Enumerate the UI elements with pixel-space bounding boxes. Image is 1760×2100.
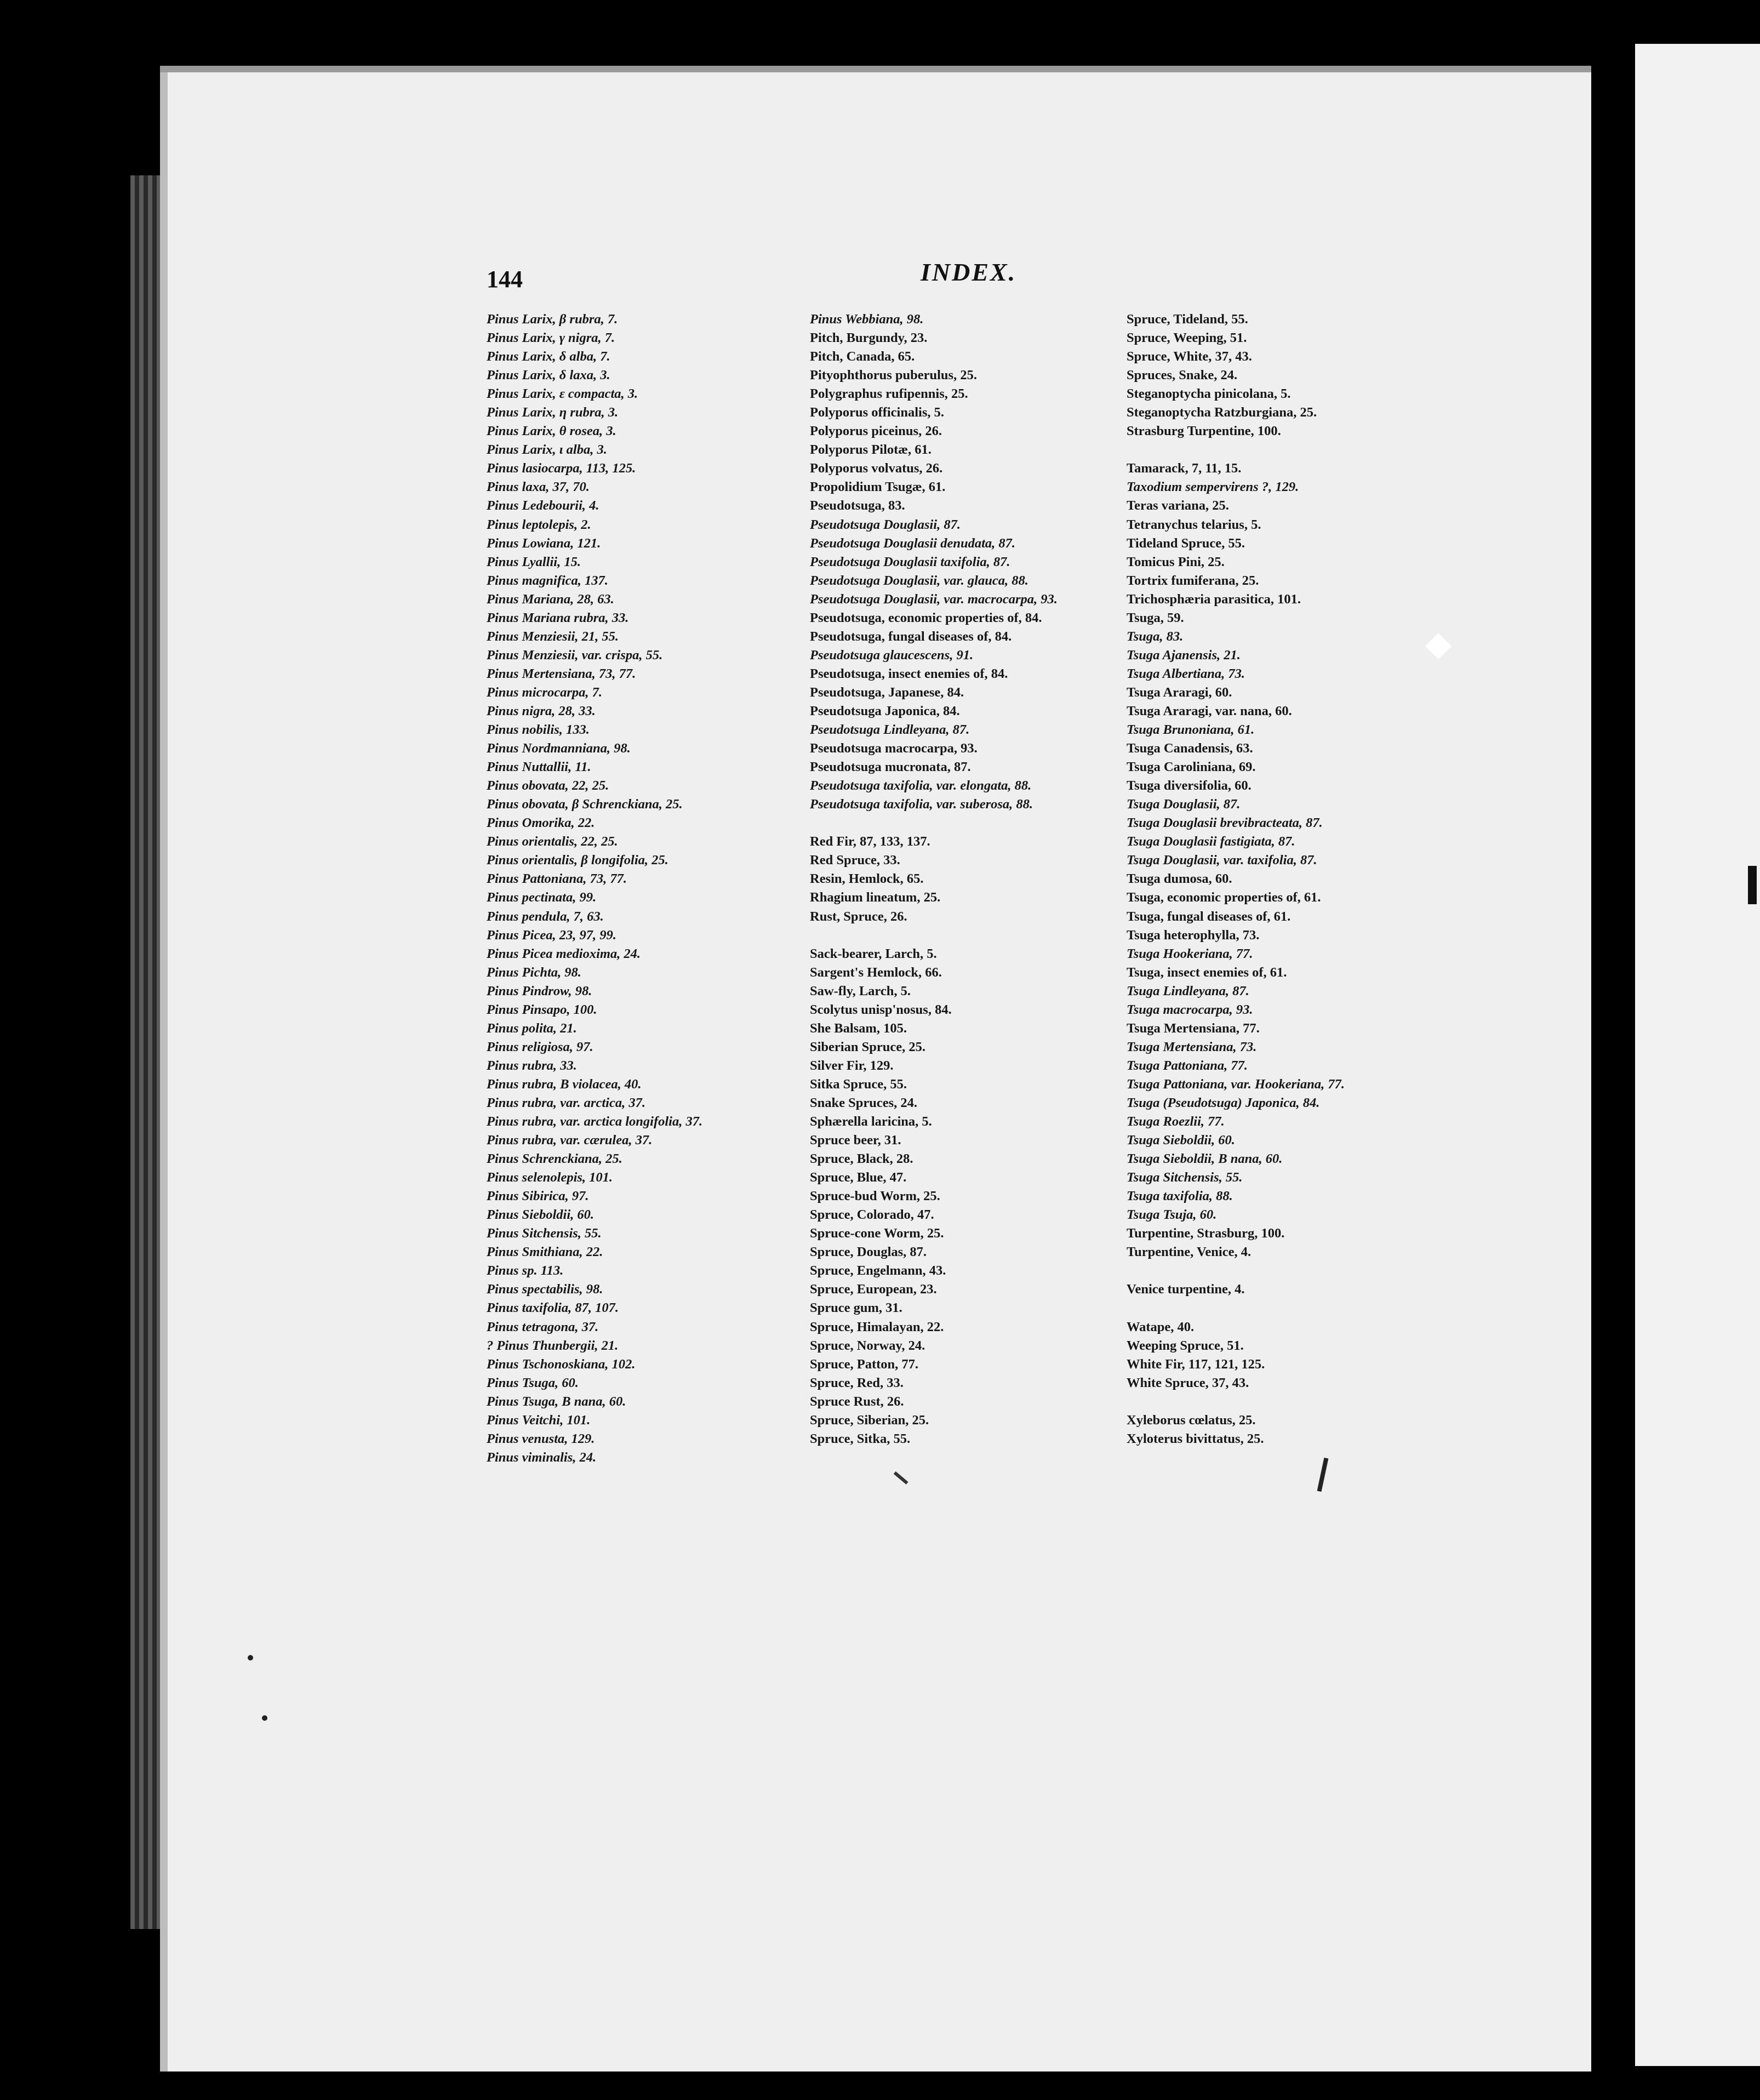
index-entry: Pinus sp. 113. <box>487 1263 564 1279</box>
index-entry: Pinus obovata, β Schrenckiana, 25. <box>487 797 683 812</box>
index-entry: Spruce gum, 31. <box>810 1300 902 1316</box>
index-entry: Pinus Omorika, 22. <box>487 815 595 831</box>
index-entry: Tsuga heterophylla, 73. <box>1127 927 1260 943</box>
index-entry: Pinus Tschonoskiana, 102. <box>487 1356 636 1372</box>
index-entry: Pinus Sibirica, 97. <box>487 1189 589 1204</box>
index-entry: Spruce, European, 23. <box>810 1282 937 1297</box>
index-entry: Tsuga, 59. <box>1127 610 1184 625</box>
index-entry: Spruce, Norway, 24. <box>810 1338 925 1353</box>
index-entry: Tsuga Pattoniana, var. Hookeriana, 77. <box>1127 1076 1345 1092</box>
index-entry: Pseudotsuga glaucescens, 91. <box>810 647 974 663</box>
index-entry: Pinus laxa, 37, 70. <box>487 480 590 495</box>
index-entry: Tsuga Brunoniana, 61. <box>1127 722 1255 738</box>
index-entry: Pseudotsuga macrocarpa, 93. <box>810 741 978 756</box>
index-entry: Pinus microcarpa, 7. <box>487 684 602 700</box>
index-entry: Tomicus Pini, 25. <box>1127 554 1225 569</box>
index-entry: Pinus religiosa, 97. <box>487 1039 593 1054</box>
index-entry: Pinus Smithiana, 22. <box>487 1245 603 1260</box>
index-entry: Snake Spruces, 24. <box>810 1095 918 1110</box>
index-entry: Pinus Mertensiana, 73, 77. <box>487 666 636 681</box>
index-entry: Pseudotsuga Douglasii taxifolia, 87. <box>810 554 1010 569</box>
index-entry: Pinus Sieboldii, 60. <box>487 1207 595 1223</box>
index-entry: Polygraphus rufipennis, 25. <box>810 386 968 402</box>
index-entry: Tsuga Sieboldii, B nana, 60. <box>1127 1151 1283 1167</box>
index-entry: Spruce, Blue, 47. <box>810 1170 907 1185</box>
index-entry: Pinus Larix, ε compacta, 3. <box>487 386 638 402</box>
index-entry: White Spruce, 37, 43. <box>1127 1375 1249 1390</box>
index-entry: Pinus obovata, 22, 25. <box>487 778 609 794</box>
index-entry: Xyloterus bivittatus, 25. <box>1127 1431 1264 1446</box>
index-entry: Pinus Larix, θ rosea, 3. <box>487 424 616 439</box>
index-entry: Pinus Pinsapo, 100. <box>487 1002 597 1017</box>
index-entry: Tsuga Mertensiana, 73. <box>1127 1039 1257 1054</box>
index-entry: Pinus Pattoniana, 73, 77. <box>487 871 627 887</box>
index-entry: Strasburg Turpentine, 100. <box>1127 424 1281 439</box>
index-entry: Watape, 40. <box>1127 1319 1195 1334</box>
index-entry: Pinus viminalis, 24. <box>487 1450 597 1465</box>
index-entry: Pinus tetragona, 37. <box>487 1319 599 1334</box>
index-entry: Pinus rubra, var. arctica, 37. <box>487 1095 645 1110</box>
index-entry: Tsuga Douglasii, var. taxifolia, 87. <box>1127 853 1317 868</box>
index-entry: Tsuga Sieboldii, 60. <box>1127 1133 1235 1148</box>
index-entry: Pinus orientalis, β longifolia, 25. <box>487 853 668 868</box>
index-entry: Pityophthorus puberulus, 25. <box>810 368 977 383</box>
index-entry: Polyporus piceinus, 26. <box>810 424 942 439</box>
index-entry: Tsuga Albertiana, 73. <box>1127 666 1245 681</box>
index-entry: Pinus Mariana, 28, 63. <box>487 591 614 607</box>
index-entry: Tsuga, insect enemies of, 61. <box>1127 965 1287 980</box>
index-entry: Pinus orientalis, 22, 25. <box>487 834 618 849</box>
index-entry: Spruce beer, 31. <box>810 1133 901 1148</box>
index-entry: Pinus Pindrow, 98. <box>487 983 592 998</box>
index-entry: Tsuga Douglasii fastigiata, 87. <box>1127 834 1295 849</box>
index-entry: Xyleborus cœlatus, 25. <box>1127 1412 1256 1428</box>
index-entry: Pinus leptolepis, 2. <box>487 517 591 532</box>
index-entry: Spruce, Siberian, 25. <box>810 1412 929 1428</box>
index-entry: Pinus rubra, 33. <box>487 1058 577 1073</box>
index-entry: Trichosphæria parasitica, 101. <box>1127 591 1301 607</box>
index-entry: Turpentine, Strasburg, 100. <box>1127 1226 1285 1241</box>
index-entry: Pseudotsuga Douglasii denudata, 87. <box>810 535 1016 551</box>
index-entry: Tetranychus telarius, 5. <box>1127 517 1261 532</box>
index-entry: Spruce, Black, 28. <box>810 1151 913 1167</box>
paper-speck <box>262 1715 267 1721</box>
index-entry: Pinus Webbiana, 98. <box>810 312 924 327</box>
index-entry: Spruce, Himalayan, 22. <box>810 1319 944 1334</box>
index-entry: Spruce-cone Worm, 25. <box>810 1226 944 1241</box>
index-entry: Pseudotsuga Lindleyana, 87. <box>810 722 970 738</box>
index-entry: Tsuga taxifolia, 88. <box>1127 1189 1233 1204</box>
index-entry: Taxodium sempervirens ?, 129. <box>1127 480 1299 495</box>
index-entry: Pinus Lyallii, 15. <box>487 554 581 569</box>
index-entry: Pseudotsuga, insect enemies of, 84. <box>810 666 1008 681</box>
index-entry: Rhagium lineatum, 25. <box>810 890 941 905</box>
index-entry: Spruce, White, 37, 43. <box>1127 349 1252 364</box>
index-entry: Pinus nobilis, 133. <box>487 722 590 738</box>
index-entry: Pinus Nuttallii, 11. <box>487 760 591 775</box>
index-entry: Pseudotsuga taxifolia, var. elongata, 88. <box>810 778 1032 794</box>
index-entry: Pinus Larix, δ laxa, 3. <box>487 368 610 383</box>
running-head: INDEX. <box>921 258 1017 286</box>
index-entry: Tsuga Sitchensis, 55. <box>1127 1170 1243 1185</box>
index-entry: Tortrix fumiferana, 25. <box>1127 573 1259 588</box>
index-entry: Tsuga Ajanensis, 21. <box>1127 647 1241 663</box>
index-entry: Pseudotsuga, Japanese, 84. <box>810 684 964 700</box>
index-entry: Pinus lasiocarpa, 113, 125. <box>487 461 636 476</box>
index-entry: Tsuga (Pseudotsuga) Japonica, 84. <box>1127 1095 1320 1110</box>
index-entry: Spruce, Engelmann, 43. <box>810 1263 946 1279</box>
index-entry: Spruce, Douglas, 87. <box>810 1245 927 1260</box>
index-entry: Steganoptycha pinicolana, 5. <box>1127 386 1291 402</box>
index-entry: Polyporus volvatus, 26. <box>810 461 943 476</box>
index-entry: Tsuga Hookeriana, 77. <box>1127 946 1253 961</box>
index-entry: Spruce, Red, 33. <box>810 1375 904 1390</box>
index-entry: Spruce, Colorado, 47. <box>810 1207 934 1223</box>
index-entry: Tideland Spruce, 55. <box>1127 535 1245 551</box>
index-entry: Turpentine, Venice, 4. <box>1127 1245 1252 1260</box>
index-entry: Spruce-bud Worm, 25. <box>810 1189 940 1204</box>
index-entry: Tsuga Douglasii brevibracteata, 87. <box>1127 815 1323 831</box>
index-entry: Tsuga Roezlii, 77. <box>1127 1114 1225 1129</box>
index-entry: Pinus Ledebourii, 4. <box>487 498 599 513</box>
index-entry: Sack-bearer, Larch, 5. <box>810 946 937 961</box>
index-entry: Pinus Tsuga, B nana, 60. <box>487 1394 626 1409</box>
index-entry: Tsuga, fungal diseases of, 61. <box>1127 909 1291 924</box>
index-entry: Pinus rubra, var. cærulea, 37. <box>487 1133 653 1148</box>
index-entry: Saw-fly, Larch, 5. <box>810 983 911 998</box>
index-entry: Pinus pectinata, 99. <box>487 890 597 905</box>
index-entry: Pseudotsuga Douglasii, var. macrocarpa, 93. <box>810 591 1058 607</box>
index-entry: Pinus venusta, 129. <box>487 1431 595 1446</box>
index-entry: Pinus Larix, η rubra, 3. <box>487 405 619 420</box>
index-entry: Tsuga macrocarpa, 93. <box>1127 1002 1253 1017</box>
index-entry: Pinus Lowiana, 121. <box>487 535 601 551</box>
index-entry: Spruce, Sitka, 55. <box>810 1431 911 1446</box>
index-entry: Pinus Veitchi, 101. <box>487 1412 591 1428</box>
index-entry: Pseudotsuga taxifolia, var. suberosa, 88. <box>810 797 1033 812</box>
index-entry: Siberian Spruce, 25. <box>810 1039 925 1054</box>
section-gap <box>1127 1393 1543 1411</box>
index-entry: White Fir, 117, 121, 125. <box>1127 1356 1265 1372</box>
index-entry: She Balsam, 105. <box>810 1020 907 1036</box>
index-entry: Tsuga, economic properties of, 61. <box>1127 890 1321 905</box>
index-entry: Tsuga diversifolia, 60. <box>1127 778 1252 794</box>
index-entry: Pinus taxifolia, 87, 107. <box>487 1300 619 1316</box>
index-entry: Pinus rubra, B violacea, 40. <box>487 1076 642 1092</box>
section-gap <box>1127 441 1543 459</box>
index-entry: Tsuga Tsuja, 60. <box>1127 1207 1217 1223</box>
index-entry: Silver Fir, 129. <box>810 1058 894 1073</box>
index-entry: Pseudotsuga, fungal diseases of, 84. <box>810 629 1012 644</box>
index-entry: Pinus Larix, ι alba, 3. <box>487 442 607 458</box>
index-entry: Pinus polita, 21. <box>487 1020 577 1036</box>
index-entry: Spruces, Snake, 24. <box>1127 368 1238 383</box>
index-entry: Polyporus officinalis, 5. <box>810 405 945 420</box>
index-entry: Pinus Picea medioxima, 24. <box>487 946 641 961</box>
index-entry: Sitka Spruce, 55. <box>810 1076 907 1092</box>
index-entry: Pinus selenolepis, 101. <box>487 1170 613 1185</box>
index-entry: Pinus Larix, δ alba, 7. <box>487 349 610 364</box>
paper-speck <box>248 1655 253 1660</box>
index-entry: Scolytus unisp'nosus, 84. <box>810 1002 952 1017</box>
facing-page-edge <box>1622 44 1760 2066</box>
index-entry: Spruce, Weeping, 51. <box>1127 330 1247 346</box>
index-entry: Pinus spectabilis, 98. <box>487 1282 603 1297</box>
index-entry: Pinus magnifica, 137. <box>487 573 608 588</box>
index-entry: Rust, Spruce, 26. <box>810 909 907 924</box>
section-gap <box>1127 1262 1543 1280</box>
index-entry: Pinus Menziesii, var. crispa, 55. <box>487 647 663 663</box>
index-entry: Pinus Tsuga, 60. <box>487 1375 579 1390</box>
index-column-3 <box>1127 310 1543 1448</box>
index-entry: Pitch, Burgundy, 23. <box>810 330 928 346</box>
index-entry: Resin, Hemlock, 65. <box>810 871 924 887</box>
facing-page-mark <box>1748 866 1757 904</box>
index-entry: Sargent's Hemlock, 66. <box>810 965 942 980</box>
index-entry: Tsuga Caroliniana, 69. <box>1127 760 1256 775</box>
index-entry: Pseudotsuga mucronata, 87. <box>810 760 971 775</box>
index-entry: Tsuga Douglasii, 87. <box>1127 797 1241 812</box>
index-entry: Pinus nigra, 28, 33. <box>487 703 596 718</box>
index-entry: Pinus Larix, β rubra, 7. <box>487 312 618 327</box>
index-entry: Tsuga Araragi, var. nana, 60. <box>1127 703 1292 718</box>
index-entry: Sphærella laricina, 5. <box>810 1114 932 1129</box>
page-number: 144 <box>487 266 523 293</box>
index-entry: Pinus rubra, var. arctica longifolia, 37. <box>487 1114 703 1129</box>
index-entry: Venice turpentine, 4. <box>1127 1282 1245 1297</box>
index-entry: Pinus Menziesii, 21, 55. <box>487 629 619 644</box>
index-entry: Steganoptycha Ratzburgiana, 25. <box>1127 405 1317 420</box>
index-entry: Tsuga, 83. <box>1127 629 1184 644</box>
index-entry: Spruce Rust, 26. <box>810 1394 904 1409</box>
index-entry: Tsuga Araragi, 60. <box>1127 684 1232 700</box>
index-entry: Pseudotsuga, economic properties of, 84. <box>810 610 1042 625</box>
index-entry: Pinus Larix, γ nigra, 7. <box>487 330 615 346</box>
index-entry: Propolidium Tsugæ, 61. <box>810 480 946 495</box>
index-entry: Tsuga Pattoniana, 77. <box>1127 1058 1248 1073</box>
index-entry: Pseudotsuga, 83. <box>810 498 905 513</box>
index-entry: Pinus Schrenckiana, 25. <box>487 1151 622 1167</box>
index-entry: Pinus pendula, 7, 63. <box>487 909 604 924</box>
index-entry: Pinus Pichta, 98. <box>487 965 581 980</box>
index-entry: Tsuga Canadensis, 63. <box>1127 741 1253 756</box>
index-entry: Tsuga Mertensiana, 77. <box>1127 1020 1260 1036</box>
index-entry: Tsuga dumosa, 60. <box>1127 871 1232 887</box>
index-entry: Pitch, Canada, 65. <box>810 349 915 364</box>
index-entry: Pinus Sitchensis, 55. <box>487 1226 602 1241</box>
index-entry: Pinus Picea, 23, 97, 99. <box>487 927 616 943</box>
index-entry: Spruce, Patton, 77. <box>810 1356 919 1372</box>
index-entry: Pseudotsuga Japonica, 84. <box>810 703 960 718</box>
index-entry: Pinus Mariana rubra, 33. <box>487 610 629 625</box>
index-entry: Red Spruce, 33. <box>810 853 900 868</box>
section-gap <box>1127 1299 1543 1317</box>
index-entry: Tamarack, 7, 11, 15. <box>1127 461 1242 476</box>
index-entry: Pseudotsuga Douglasii, 87. <box>810 517 961 532</box>
index-entry: Pinus Nordmanniana, 98. <box>487 741 631 756</box>
index-entry: Teras variana, 25. <box>1127 498 1229 513</box>
index-entry: Tsuga Lindleyana, 87. <box>1127 983 1249 998</box>
index-entry: Weeping Spruce, 51. <box>1127 1338 1244 1353</box>
index-entry: Polyporus Pilotæ, 61. <box>810 442 932 458</box>
index-entry: Pseudotsuga Douglasii, var. glauca, 88. <box>810 573 1028 588</box>
index-entry: Spruce, Tideland, 55. <box>1127 312 1248 327</box>
index-entry: Red Fir, 87, 133, 137. <box>810 834 930 849</box>
index-entry: ? Pinus Thunbergii, 21. <box>487 1338 619 1353</box>
